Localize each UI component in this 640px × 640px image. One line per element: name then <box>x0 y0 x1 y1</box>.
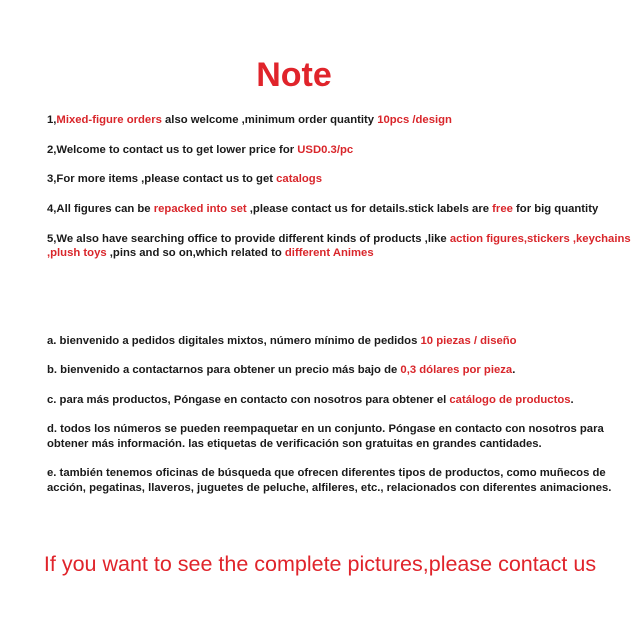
note-item-4: 4,All figures can be repacked into set ,please contact us for details.stick labels are free for big quantity <box>47 203 599 215</box>
note-item-1: 1,Mixed-figure orders also welcome ,minimum order quantity 10pcs /design <box>47 114 452 126</box>
note-item-5-line1: 5,We also have searching office to provide different kinds of products ,like action figures,stickers ,keychains <box>47 233 631 245</box>
nota-item-d: d. todos los números se pueden reempaquetar en un conjunto. Póngase en contacto con nosotros para obtener más información. las etiquetas de verificación son gratuitas en grandes cantidades. <box>47 423 604 450</box>
nota-item-e: e. también tenemos oficinas de búsqueda que ofrecen diferentes tipos de productos, como muñecos de acción, pegatinas, llaveros, juguetes de peluche, alfileres, etc., relacionados con diferentes animaciones. <box>47 467 612 494</box>
nota-item-a: a. bienvenido a pedidos digitales mixtos, número mínimo de pedidos 10 piezas / diseño <box>47 335 517 347</box>
nota-item-c: c. para más productos, Póngase en contacto con nosotros para obtener el catálogo de productos. <box>47 394 574 406</box>
note-item-5-line2: ,plush toys ,pins and so on,which related to different Animes <box>47 247 374 259</box>
contact-footer: If you want to see the complete pictures,please contact us <box>43 552 597 576</box>
note-title: Note <box>256 56 332 94</box>
nota-item-b: b. bienvenido a contactarnos para obtener un precio más bajo de 0,3 dólares por pieza. <box>47 364 516 376</box>
note-item-3: 3,For more items ,please contact us to get catalogs <box>47 173 322 185</box>
note-item-2: 2,Welcome to contact us to get lower price for USD0.3/pc <box>47 144 354 156</box>
